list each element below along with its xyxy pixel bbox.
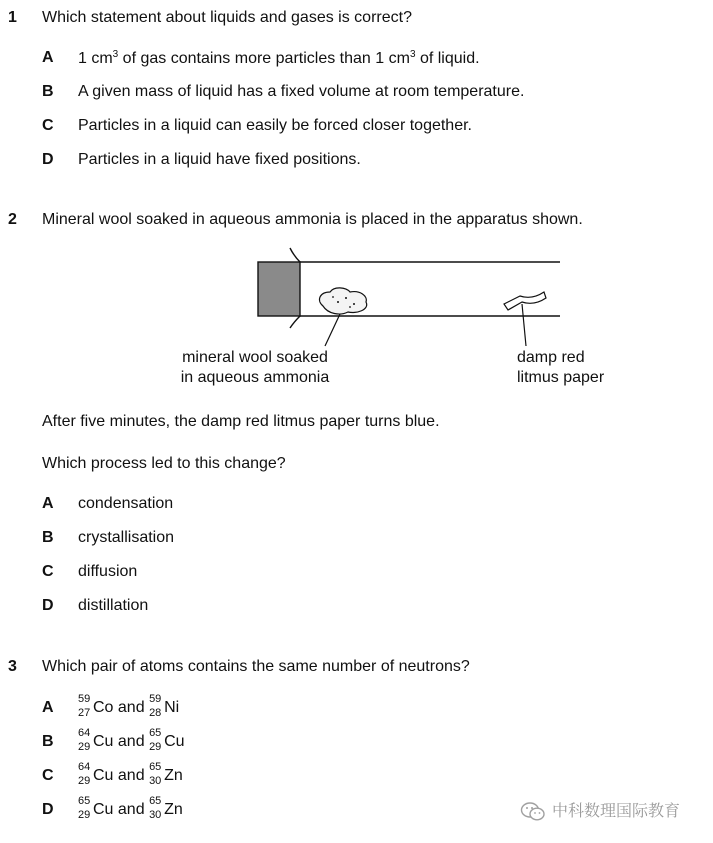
q2-option-d-text: distillation — [78, 597, 149, 614]
q3-number: 3 — [8, 658, 17, 675]
isotope-c1: 64 29 Cu — [78, 761, 114, 787]
q1-option-c-letter: C — [42, 117, 54, 134]
label-wool-line1: mineral wool soaked — [182, 349, 328, 366]
stopper — [258, 262, 300, 316]
isotope-a1: 59 27 Co — [78, 693, 114, 719]
q2-number: 2 — [8, 211, 17, 228]
isotope-c2: 65 30 Zn — [149, 761, 183, 787]
tube-bottom-flare — [290, 316, 300, 328]
litmus-leader-line — [522, 304, 526, 346]
q1-option-b-text: A given mass of liquid has a fixed volume at room temperature. — [78, 83, 525, 100]
tube-top-flare — [290, 248, 300, 262]
label-paper-line1: damp red — [517, 349, 585, 366]
q1-option-b-letter: B — [42, 83, 54, 100]
q3-option-a-letter: A — [42, 699, 54, 716]
label-paper-line2: litmus paper — [517, 369, 605, 386]
label-wool-line2: in aqueous ammonia — [180, 369, 330, 386]
q3-option-b-letter: B — [42, 733, 54, 750]
q3-option-d-letter: D — [42, 801, 54, 818]
litmus-paper — [504, 292, 546, 310]
q1-number: 1 — [8, 9, 17, 26]
q3-option-a-text: 59 27 Co and 59 28 Ni — [78, 693, 180, 719]
q2-stem: Mineral wool soaked in aqueous ammonia is placed in the apparatus shown. — [42, 211, 583, 228]
isotope-d2: 65 30 Zn — [149, 795, 183, 821]
isotope-a2: 59 28 Ni — [149, 693, 180, 719]
mineral-wool — [319, 288, 366, 314]
q1-option-d-letter: D — [42, 151, 54, 168]
q2-option-b-text: crystallisation — [78, 529, 175, 546]
isotope-b2: 65 29 Cu — [149, 727, 185, 753]
wool-leader-line — [325, 314, 340, 346]
q1-option-c-text: Particles in a liquid can easily be forced closer together. — [78, 117, 472, 134]
q1-option-a-letter: A — [42, 49, 54, 66]
q3-stem: Which pair of atoms contains the same number of neutrons? — [42, 658, 470, 675]
q1-option-d-text: Particles in a liquid have fixed positions. — [78, 151, 361, 168]
q1-option-a-text: 1 $cm^3$ of gas contains more particles than 1 $cm^3$ of liquid. — [78, 49, 480, 67]
q2-option-d-letter: D — [42, 597, 54, 614]
q2-option-c-text: diffusion — [78, 563, 138, 580]
q2-option-a-letter: A — [42, 495, 54, 512]
q2-after-text: After five minutes, the damp red litmus paper turns blue. — [42, 413, 440, 430]
q1-stem: Which statement about liquids and gases is correct? — [42, 9, 412, 26]
isotope-d1: 65 29 Cu — [78, 795, 114, 821]
q3-option-d-text: 65 29 Cu and 65 30 Zn — [78, 795, 183, 821]
q3-option-c-letter: C — [42, 767, 54, 784]
apparatus-diagram — [160, 240, 640, 390]
q2-option-a-text: condensation — [78, 495, 174, 512]
q2-option-b-letter: B — [42, 529, 54, 546]
watermark-text: 中科数理国际教育 — [552, 803, 681, 820]
q2-option-c-letter: C — [42, 563, 54, 580]
wechat-icon — [520, 801, 546, 823]
q3-option-c-text: 64 29 Cu and 65 30 Zn — [78, 761, 183, 787]
isotope-b1: 64 29 Cu — [78, 727, 114, 753]
q3-option-b-text: 64 29 Cu and 65 29 Cu — [78, 727, 185, 753]
q2-which-text: Which process led to this change? — [42, 455, 286, 472]
